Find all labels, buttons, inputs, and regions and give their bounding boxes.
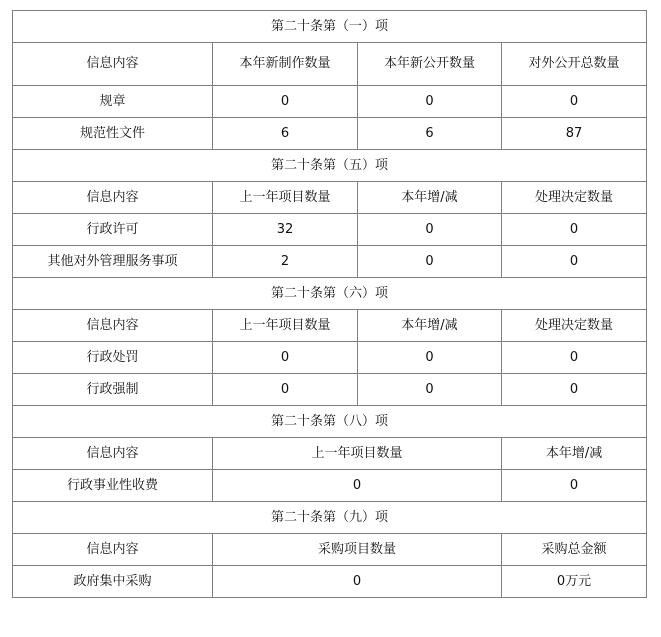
cell-value: 0 [213, 86, 358, 118]
header-cell: 信息内容 [13, 438, 213, 470]
cell-value: 0 [502, 86, 647, 118]
cell-value: 0 [213, 374, 358, 406]
header-cell: 信息内容 [13, 310, 213, 342]
section-title: 第二十条第（八）项 [13, 406, 647, 438]
table-row [13, 342, 647, 374]
table-row [13, 214, 647, 246]
cell-value: 6 [213, 118, 358, 150]
cell-value: 0 [213, 566, 502, 598]
cell-value: 0 [213, 342, 358, 374]
header-cell: 本年增/减 [358, 182, 502, 214]
cell-value: 0 [502, 374, 647, 406]
section-title-row [13, 278, 647, 310]
row-label: 政府集中采购 [13, 566, 213, 598]
row-label: 其他对外管理服务事项 [13, 246, 213, 278]
header-row [13, 182, 647, 214]
section-title-row [13, 502, 647, 534]
cell-value: 0万元 [502, 566, 647, 598]
section-title: 第二十条第（五）项 [13, 150, 647, 182]
header-cell: 处理决定数量 [502, 182, 647, 214]
header-cell: 对外公开总数量 [502, 43, 647, 86]
header-cell: 信息内容 [13, 182, 213, 214]
table-row [13, 246, 647, 278]
cell-value: 0 [358, 214, 502, 246]
header-row [13, 438, 647, 470]
cell-value: 0 [358, 86, 502, 118]
cell-value: 6 [358, 118, 502, 150]
section-title-row [13, 150, 647, 182]
header-cell: 本年新制作数量 [213, 43, 358, 86]
row-label: 规章 [13, 86, 213, 118]
header-cell: 上一年项目数量 [213, 182, 358, 214]
section-title: 第二十条第（一）项 [13, 11, 647, 43]
cell-value: 32 [213, 214, 358, 246]
cell-value: 2 [213, 246, 358, 278]
header-row [13, 310, 647, 342]
section-title-row [13, 11, 647, 43]
header-cell: 本年增/减 [502, 438, 647, 470]
header-cell: 上一年项目数量 [213, 438, 502, 470]
header-cell: 上一年项目数量 [213, 310, 358, 342]
table-row [13, 470, 647, 502]
cell-value: 0 [358, 342, 502, 374]
cell-value: 0 [502, 470, 647, 502]
table-row [13, 118, 647, 150]
table-row [13, 86, 647, 118]
cell-value: 0 [502, 342, 647, 374]
row-label: 规范性文件 [13, 118, 213, 150]
header-cell: 本年增/减 [358, 310, 502, 342]
header-row [13, 43, 647, 86]
cell-value: 87 [502, 118, 647, 150]
cell-value: 0 [213, 470, 502, 502]
disclosure-table [12, 10, 647, 598]
row-label: 行政处罚 [13, 342, 213, 374]
header-cell: 信息内容 [13, 43, 213, 86]
header-cell: 信息内容 [13, 534, 213, 566]
header-cell: 采购总金额 [502, 534, 647, 566]
section-title-row [13, 406, 647, 438]
row-label: 行政事业性收费 [13, 470, 213, 502]
table-row [13, 374, 647, 406]
cell-value: 0 [358, 246, 502, 278]
cell-value: 0 [502, 214, 647, 246]
header-cell: 处理决定数量 [502, 310, 647, 342]
row-label: 行政许可 [13, 214, 213, 246]
cell-value: 0 [502, 246, 647, 278]
cell-value: 0 [358, 374, 502, 406]
table-row [13, 566, 647, 598]
section-title: 第二十条第（九）项 [13, 502, 647, 534]
header-row [13, 534, 647, 566]
section-title: 第二十条第（六）项 [13, 278, 647, 310]
header-cell: 采购项目数量 [213, 534, 502, 566]
row-label: 行政强制 [13, 374, 213, 406]
header-cell: 本年新公开数量 [358, 43, 502, 86]
